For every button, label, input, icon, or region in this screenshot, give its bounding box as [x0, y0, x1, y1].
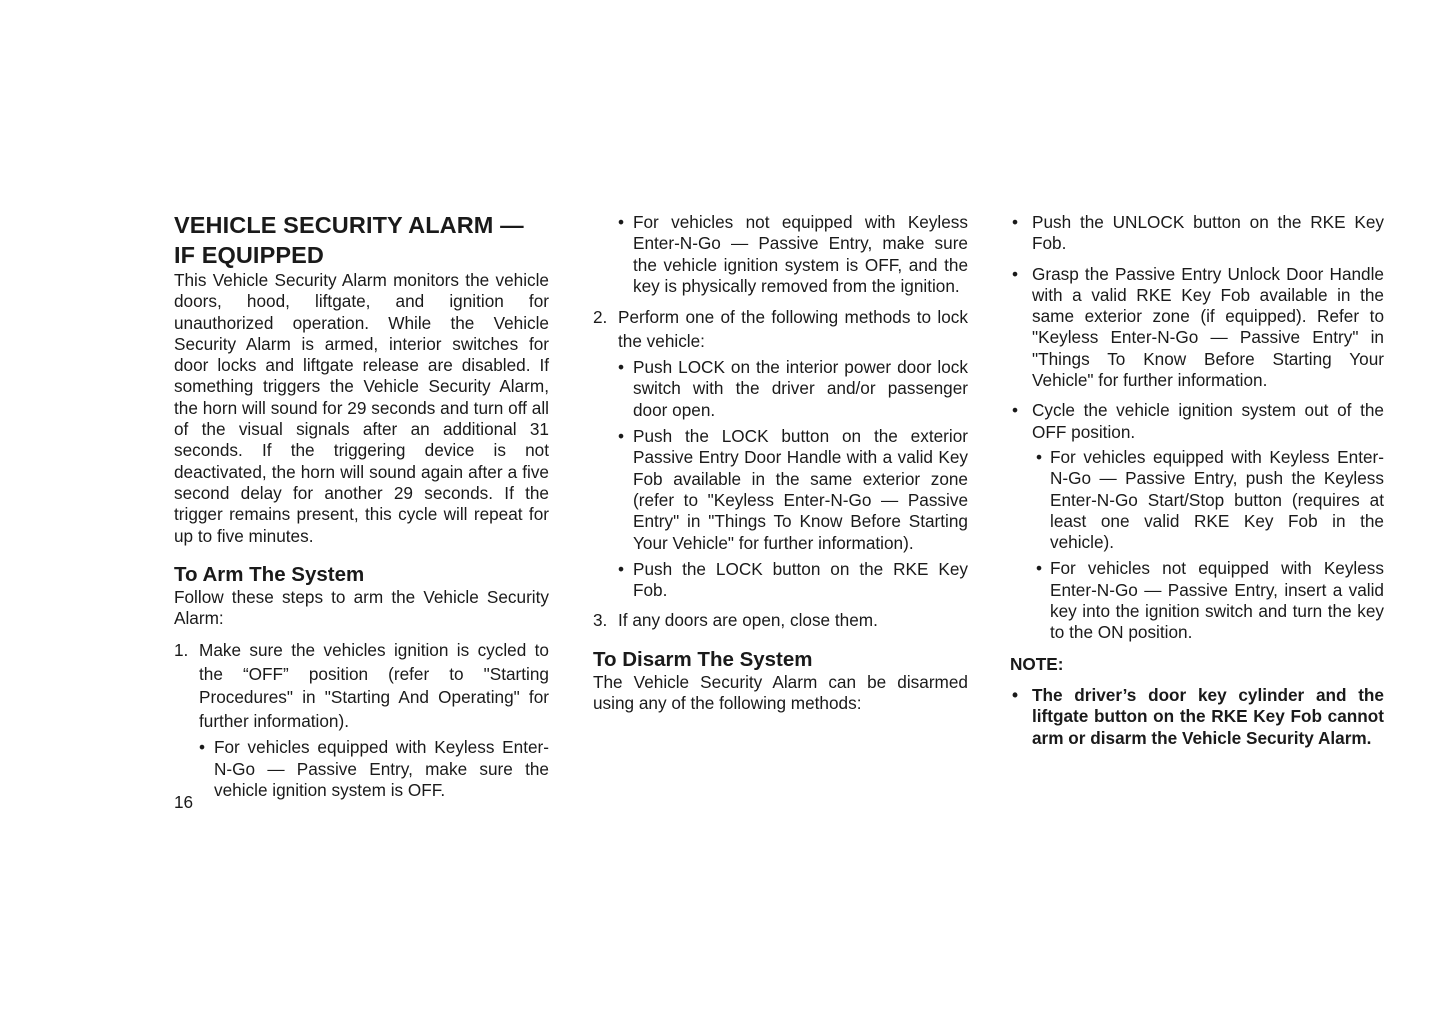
bullet-text: Push the UNLOCK button on the RKE Key Fob.: [1032, 212, 1384, 254]
page-number: 16: [174, 792, 194, 812]
arm-heading: To Arm The System: [174, 562, 365, 586]
bullet-text: For vehicles equipped with Keyless Enter-N-Go — Passive Entry, push the Keyless Enter-N-Go Start/Stop button (requires at least one valid RKE Key Fob in the vehicle).: [1050, 446, 1384, 553]
arm-step-2: [593, 306, 968, 353]
column-right: [1010, 208, 1384, 749]
bullet-text: For vehicles not equipped with Keyless Enter-N-Go — Passive Entry, make sure the vehicle ignition system is OFF, and the key is physically removed from the ignition.: [633, 212, 968, 296]
disarm-sub-bullet-2: [1036, 558, 1384, 643]
bullet-text: For vehicles equipped with Keyless Enter-N-Go — Passive Entry, make sure the vehicle ignition system is OFF.: [214, 737, 549, 801]
bullet-text: Push LOCK on the interior power door lock switch with the driver and/or passenger door open.: [633, 357, 968, 420]
column-left: [174, 208, 549, 801]
step-number: 3.: [593, 610, 608, 631]
bullet-dot: •: [618, 357, 625, 378]
column-middle: [593, 208, 968, 714]
arm-step-1: [174, 639, 549, 733]
arm-step-2-bullet-2: [618, 426, 968, 554]
bullet-text: Push the LOCK button on the RKE Key Fob.: [633, 558, 968, 601]
step-text: Perform one of the following methods to lock the vehicle:: [618, 307, 968, 351]
section-title: [174, 210, 549, 270]
bullet-dot: •: [199, 737, 206, 758]
step-number: 2.: [593, 307, 608, 328]
disarm-heading: To Disarm The System: [593, 647, 813, 671]
disarm-sub-bullet-1: [1036, 447, 1384, 553]
arm-step-2-bullet-1: [618, 357, 968, 421]
bullet-dot: •: [1012, 212, 1019, 232]
note-text: The driver’s door key cylinder and the liftgate button on the RKE Key Fob cannot arm or disarm the Vehicle Security Alarm.: [1032, 684, 1384, 748]
arm-step-1-bullet: [199, 737, 549, 801]
bullet-text: Cycle the vehicle ignition system out of the OFF position.: [1032, 400, 1384, 442]
bullet-text: Push the LOCK button on the exterior Passive Entry Door Handle with a valid Key Fob available in the same exterior zone (refer to "Keyless Enter-N-Go — Passive Entry" in "Things To Know Before Starting Your Vehicle" for further information).: [633, 426, 968, 553]
arm-step-2-bullet-3: [618, 559, 968, 602]
bullet-dot: •: [1036, 558, 1043, 579]
intro-paragraph: This Vehicle Security Alarm monitors the vehicle doors, hood, liftgate, and ignition for unauthorized operation. While the Vehicle Security Alarm is armed, interior switches for door locks and liftgate release are disabled. If something triggers the Vehicle Security Alarm, the horn will sound for 29 seconds and turn off all of the visual signals after an additional 31 seconds. If the triggering device is not deactivated, the horn will sound again after a five second delay for another 29 seconds. If the trigger remains present, this cycle will repeat for up to five minutes.: [174, 270, 549, 546]
bullet-dot: •: [1036, 446, 1043, 467]
step-text: If any doors are open, close them.: [618, 610, 878, 631]
arm-step-1-bullet-2: [618, 212, 968, 297]
arm-intro: Follow these steps to arm the Vehicle Security Alarm:: [174, 586, 549, 629]
section-title-line2: IF EQUIPPED: [174, 242, 324, 268]
bullet-dot: •: [618, 212, 625, 232]
disarm-bullet-2: [1010, 264, 1384, 392]
disarm-bullet-3: [1010, 400, 1384, 443]
arm-step-3: [593, 610, 968, 631]
bullet-dot: •: [618, 558, 625, 579]
bullet-text: For vehicles not equipped with Keyless Enter-N-Go — Passive Entry, insert a valid key into the ignition switch and turn the key to the ON position.: [1050, 558, 1384, 643]
step-text: Make sure the vehicles ignition is cycled to the “OFF” position (refer to "Starting Procedures" in "Starting And Operating" for further information).: [199, 640, 549, 731]
bullet-dot: •: [1012, 263, 1019, 284]
bullet-dot: •: [1012, 400, 1019, 421]
note-bullet: [1010, 685, 1384, 749]
bullet-text: Grasp the Passive Entry Unlock Door Handle with a valid RKE Key Fob available in the same exterior zone (if equipped). Refer to "Keyless Enter-N-Go — Passive Entry" in "Things To Know Before Starting Your Vehicle" for further information.: [1032, 263, 1384, 391]
bullet-dot: •: [1012, 684, 1019, 705]
step-number: 1.: [174, 640, 189, 661]
bullet-dot: •: [618, 426, 625, 447]
section-title-line1: VEHICLE SECURITY ALARM —: [174, 212, 524, 238]
disarm-bullet-1: [1010, 212, 1384, 255]
disarm-intro: The Vehicle Security Alarm can be disarmed using any of the following methods:: [593, 671, 968, 714]
note-label: NOTE:: [1010, 653, 1064, 674]
